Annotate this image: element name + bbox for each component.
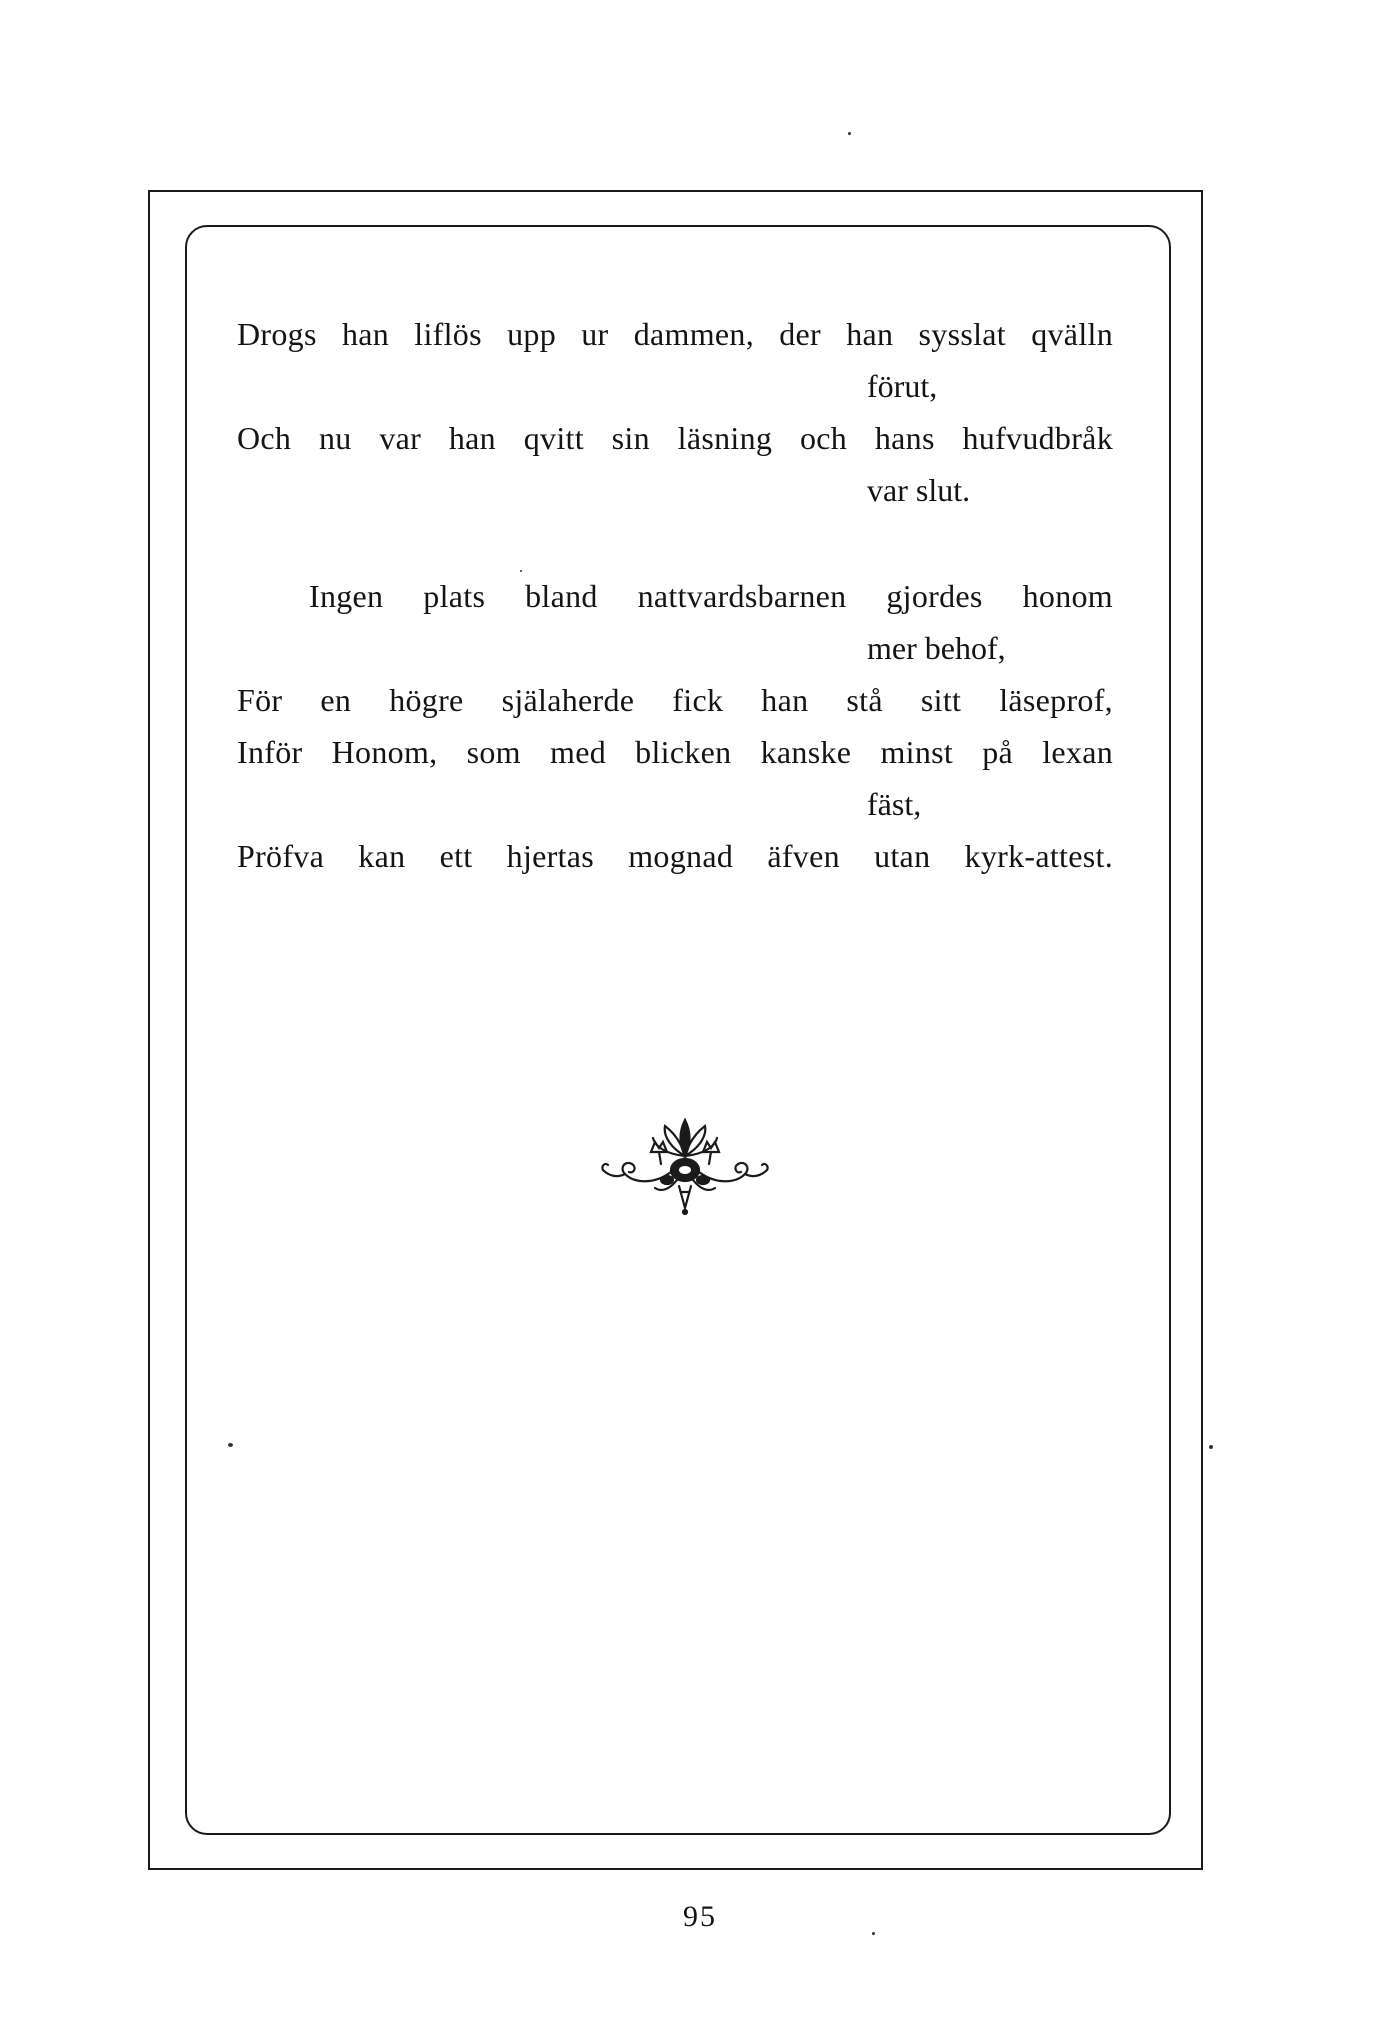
stanza-2 [237, 570, 1113, 882]
scan-speck [872, 1932, 875, 1935]
scan-speck [228, 1443, 233, 1447]
poem-line-continuation: fäst, [867, 786, 922, 822]
poem-text [237, 308, 1113, 882]
poem-line-continuation: mer behof, [867, 630, 1006, 666]
floral-ornament-icon [595, 1112, 775, 1227]
poem-line: Drogs han liflös upp ur dammen, der han sysslat qvälln [237, 316, 1113, 352]
page-number: 95 [683, 1900, 717, 1933]
poem-line: Och nu var han qvitt sin läsning och hans hufvudbråk [237, 420, 1113, 456]
poem-line: Inför Honom, som med blicken kanske minst på lexan [237, 734, 1113, 770]
poem-line-continuation: förut, [867, 368, 938, 404]
poem-line: Pröfva kan ett hjertas mognad äfven utan kyrk-attest. [237, 838, 1113, 874]
poem-line: För en högre själaherde fick han stå sitt läseprof, [237, 682, 1113, 718]
scan-speck [520, 570, 522, 572]
stanza-1 [237, 308, 1113, 516]
scan-speck [848, 132, 851, 135]
scan-speck [1209, 1445, 1213, 1449]
poem-line-continuation: var slut. [867, 472, 971, 508]
poem-line: Ingen plats bland nattvardsbarnen gjordes honom [309, 578, 1113, 614]
